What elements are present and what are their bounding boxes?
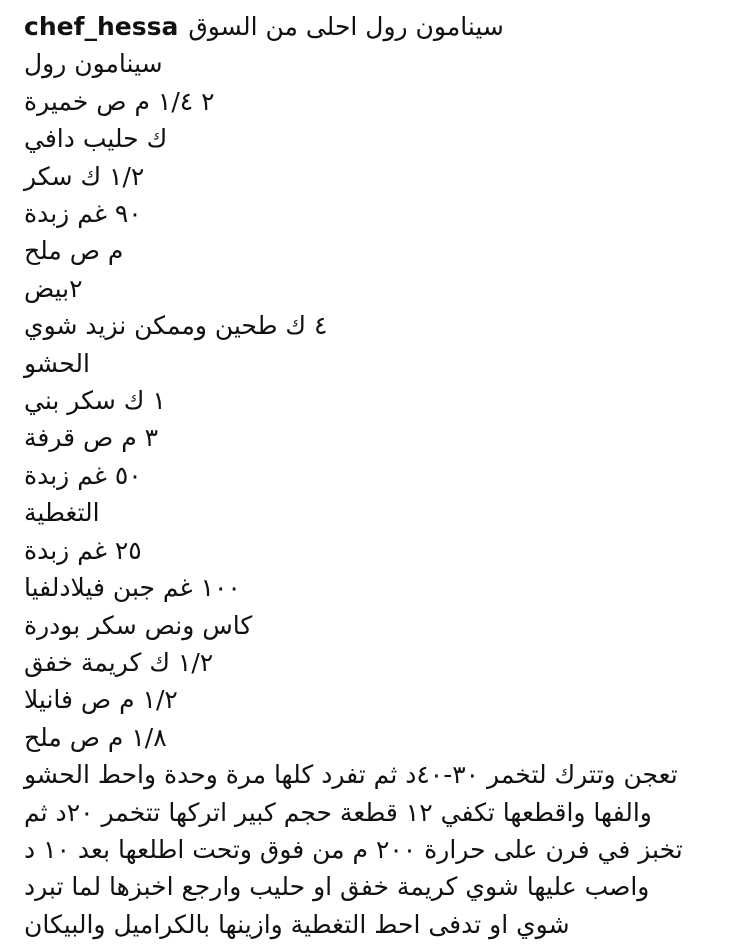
ingredient-line: ١/٢ م ص فانيلا (24, 685, 178, 715)
instruction-line: والفها واقطعها تكفي ١٢ قطعة حجم كبير اتركها تتخمر ٢٠د ثم (24, 797, 652, 827)
instruction-line: واصب عليها شوي كريمة خفق او حليب وارجع اخبزها لما تبرد (24, 872, 650, 902)
ingredient-line: ١ ك سكر بني (24, 386, 166, 416)
ingredient-line: ٢ ١/٤ م ص خميرة (24, 86, 215, 116)
instruction-line: تخبز في فرن على حرارة ٢٠٠ م من فوق وتحت اطلعها بعد ١٠ د (24, 834, 683, 864)
ingredient-line: ٥٠ غم زبدة (24, 460, 142, 490)
instruction-line: تعجن وتترك لتخمر ٣٠-٤٠د ثم تفرد كلها مرة وحدة واحط الحشو (24, 760, 678, 790)
caption-title: سينامون رول احلى من السوق (188, 12, 504, 41)
ingredient-line: ١/٨ م ص ملح (24, 722, 167, 752)
ingredient-line: ك حليب دافي (24, 124, 168, 154)
post-caption (24, 8, 724, 943)
section-heading-filling: الحشو (24, 348, 90, 378)
ingredient-line: كاس ونص سكر بودرة (24, 610, 253, 640)
ingredient-line: م ص ملح (24, 236, 124, 266)
ingredient-line: ٢بيض (24, 273, 83, 303)
caption-header-line (24, 8, 724, 45)
username-link[interactable]: chef_hessa (24, 12, 179, 41)
ingredient-line: ٣ م ص قرفة (24, 423, 159, 453)
ingredient-line: ١/٢ ك سكر (24, 161, 145, 191)
ingredient-line: سينامون رول (24, 49, 163, 79)
instruction-line: شوي او تدفى احط التغطية وازينها بالكراميل والبيكان (24, 909, 570, 939)
section-heading-topping: التغطية (24, 498, 100, 528)
ingredient-line: ٤ ك طحين وممكن نزيد شوي (24, 311, 328, 341)
ingredient-line: ١٠٠ غم جبن فيلادلفيا (24, 573, 241, 603)
ingredient-line: ١/٢ ك كريمة خفق (24, 647, 214, 677)
ingredient-line: ٩٠ غم زبدة (24, 199, 142, 229)
ingredient-line: ٢٥ غم زبدة (24, 535, 142, 565)
